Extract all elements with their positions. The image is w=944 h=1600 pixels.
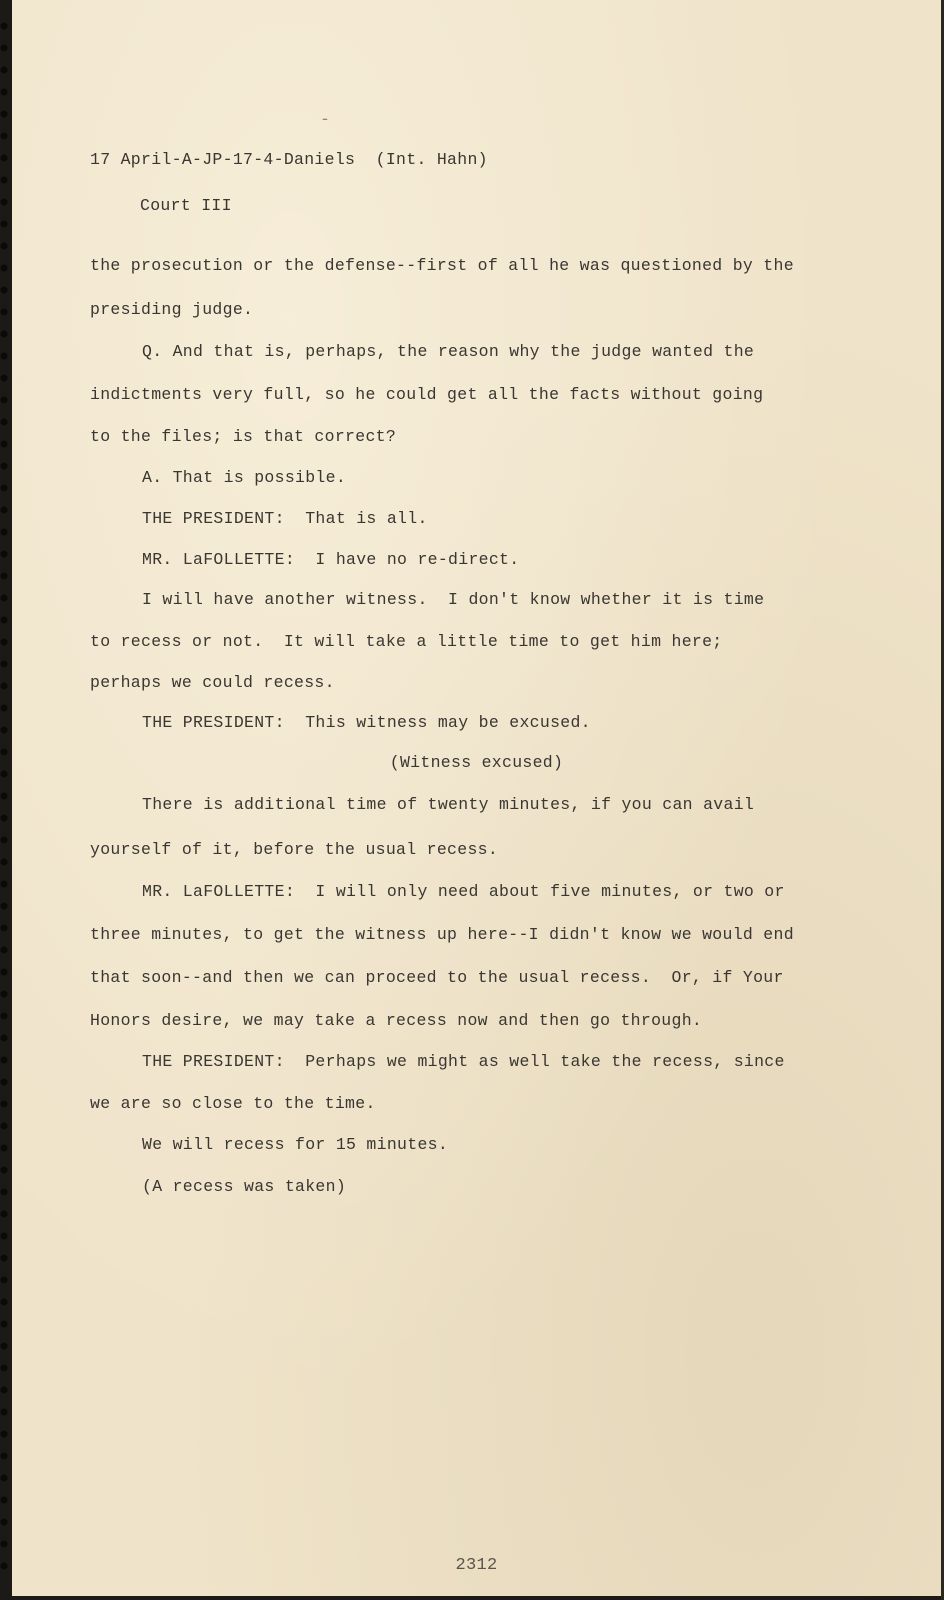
- body-line: to the files; is that correct?: [90, 427, 397, 446]
- body-line: three minutes, to get the witness up here--I didn't know we would end: [90, 925, 794, 944]
- body-line: indictments very full, so he could get all the facts without going: [90, 385, 764, 404]
- speaker-line: MR. LaFOLLETTE: I have no re-direct.: [142, 550, 520, 569]
- body-line: that soon--and then we can proceed to the usual recess. Or, if Your: [90, 968, 784, 987]
- header-court: Court III: [140, 196, 232, 215]
- speaker-line: THE PRESIDENT: This witness may be excused.: [142, 713, 591, 732]
- body-line: Honors desire, we may take a recess now and then go through.: [90, 1011, 703, 1030]
- body-line: yourself of it, before the usual recess.: [90, 840, 499, 859]
- speaker-line: MR. LaFOLLETTE: I will only need about five minutes, or two or: [142, 882, 785, 901]
- page-number: 2312: [455, 1556, 498, 1575]
- body-line: There is additional time of twenty minutes, if you can avail: [142, 795, 755, 814]
- header-line-1: 17 April-A-JP-17-4-Daniels (Int. Hahn): [90, 150, 488, 169]
- speaker-line: THE PRESIDENT: That is all.: [142, 509, 428, 528]
- speaker-line: THE PRESIDENT: Perhaps we might as well take the recess, since: [142, 1052, 785, 1071]
- body-line: We will recess for 15 minutes.: [142, 1135, 449, 1154]
- document-page: [12, 0, 941, 1596]
- body-line: to recess or not. It will take a little time to get him here;: [90, 632, 723, 651]
- question-line: Q. And that is, perhaps, the reason why the judge wanted the: [142, 342, 755, 361]
- stage-direction: (A recess was taken): [142, 1177, 347, 1196]
- stray-mark: -: [320, 110, 331, 129]
- body-line: we are so close to the time.: [90, 1094, 376, 1113]
- body-line: I will have another witness. I don't know whether it is time: [142, 590, 765, 609]
- stage-direction: (Witness excused): [389, 753, 564, 772]
- body-line: the prosecution or the defense--first of all he was questioned by the: [90, 256, 794, 275]
- body-line: perhaps we could recess.: [90, 673, 335, 692]
- binder-holes: [0, 20, 12, 1580]
- body-line: presiding judge.: [90, 300, 254, 319]
- answer-line: A. That is possible.: [142, 468, 347, 487]
